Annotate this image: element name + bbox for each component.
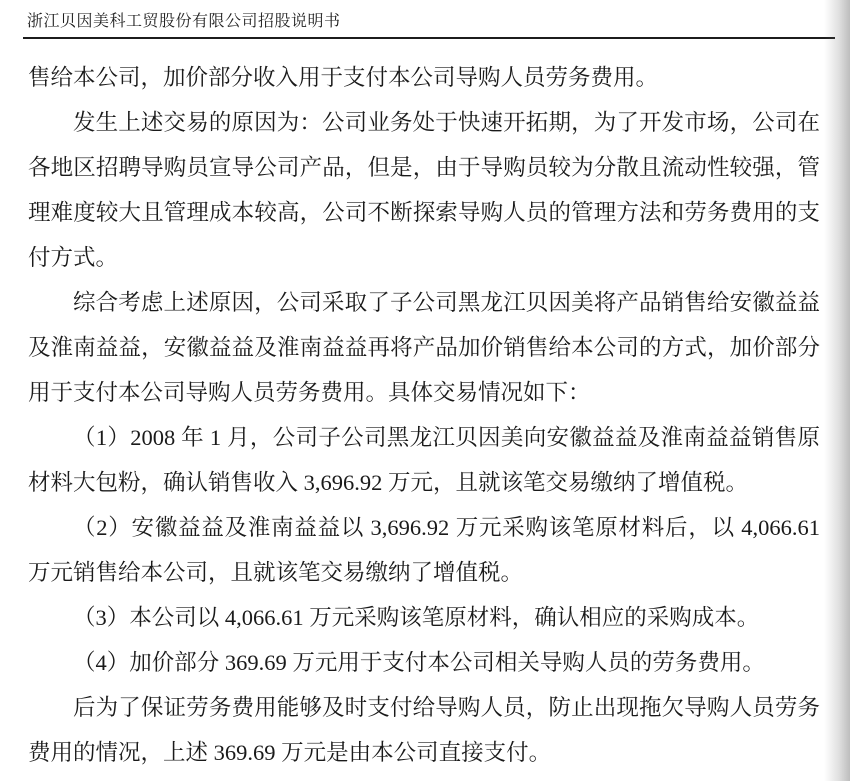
paragraph: 发生上述交易的原因为：公司业务处于快速开拓期，为了开发市场，公司在各地区招聘导购员宣导公司产品，但是，由于导购员较为分散且流动性较强，管理难度较大且管理成本较高，公司不断探索导购人员的管理方法和劳务费用的支付方式。 <box>28 110 820 270</box>
page-header <box>0 0 850 31</box>
document-body <box>28 55 820 775</box>
paragraph: 综合考虑上述原因，公司采取了子公司黑龙江贝因美将产品销售给安徽益益及淮南益益，安徽益益及淮南益益再将产品加价销售给本公司的方式，加价部分用于支付本公司导购人员劳务费用。具体交易情况如下： <box>28 290 820 405</box>
paragraph: （2）安徽益益及淮南益益以 3,696.92 万元采购该笔原材料后，以 4,066.61 万元销售给本公司，且就该笔交易缴纳了增值税。 <box>28 515 820 585</box>
paragraph: （3）本公司以 4,066.61 万元采购该笔原材料，确认相应的采购成本。 <box>73 605 760 630</box>
paragraph: （1）2008 年 1 月，公司子公司黑龙江贝因美向安徽益益及淮南益益销售原材料大包粉，确认销售收入 3,696.92 万元，且就该笔交易缴纳了增值税。 <box>28 425 820 495</box>
paragraph: 后为了保证劳务费用能够及时支付给导购人员，防止出现拖欠导购人员劳务费用的情况，上述 369.69 万元是由本公司直接支付。 <box>28 695 820 765</box>
paragraph: 售给本公司，加价部分收入用于支付本公司导购人员劳务费用。 <box>28 65 659 90</box>
page-header-title: 浙江贝因美科工贸股份有限公司招股说明书 <box>27 13 341 30</box>
page-edge-shadow <box>824 0 850 781</box>
header-rule <box>23 37 835 39</box>
paragraph: （4）加价部分 369.69 万元用于支付本公司相关导购人员的劳务费用。 <box>73 650 765 675</box>
